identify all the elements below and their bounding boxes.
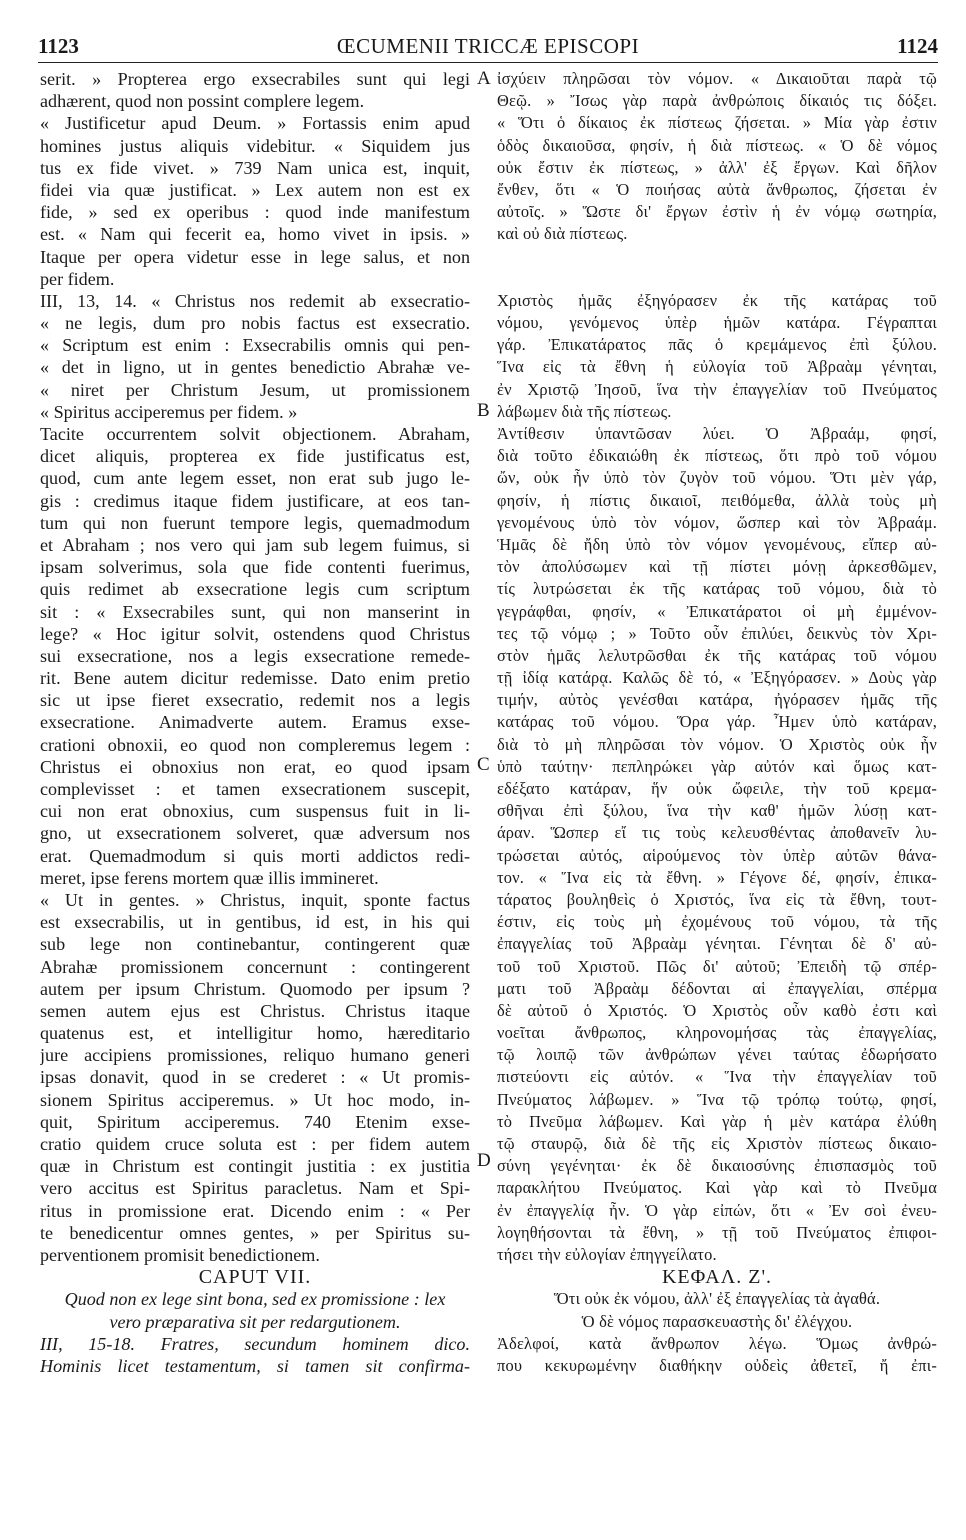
greek-text-line: ἰσχύειν πληρῶσαι τὸν νόμον. « Δικαιοῦται παρὰ τῷ bbox=[497, 69, 937, 88]
margin-letter-d: D bbox=[477, 1150, 491, 1171]
latin-text-line: ritus in promissione erat. Dicendo enim : « Per bbox=[40, 1200, 470, 1221]
margin-letter-a: A bbox=[477, 68, 491, 89]
greek-text-line: γάρ. Ἐπικατάρατος πᾶς ὁ κρεμάμενος ἐπὶ ξύλου. bbox=[497, 335, 937, 355]
greek-text-line: σθῆναι ἐπὶ ξύλου, ἵνα τὴν καθ' ἡμῶν λύσῃ κατ- bbox=[497, 801, 937, 821]
latin-text-line: Abrahæ promissionem concernunt : contingerent bbox=[40, 956, 470, 977]
latin-text-line: dicet aliquis, propterea ex fide justificatus est, bbox=[40, 446, 470, 467]
running-title: ŒCUMENII TRICCÆ EPISCOPI bbox=[336, 34, 640, 58]
greek-text-line: ματι τοῦ Ἀβραὰμ δέδονται αἱ ἐπαγγελίαι, σπέρμα bbox=[497, 978, 937, 998]
greek-text-line: ἐν ἐπαγγελίᾳ ἦν. Ὁ γὰρ εἰπών, ὅτι « Ἐν σοὶ ἐνευ- bbox=[497, 1200, 937, 1220]
greek-text-line: δὲ αὐτοῦ ὁ Χριστός. Ὁ Χριστὸς οὖν καθὸ ἐστι καὶ bbox=[497, 1000, 937, 1020]
greek-text-line: ὤν, οὐκ ἦν ὑπὸ τὸν ζυγὸν τοῦ νόμου. Ὅτι μὲν γάρ, bbox=[497, 468, 937, 488]
greek-text-line: κατάρας τοῦ νόμου. Ὅρα γάρ. Ἦμεν ὑπὸ κατάραν, bbox=[497, 712, 937, 732]
greek-text-line: εδέξατο κατάραν, ἥν οὐκ ὤφειλε, τὴν τοῦ κρεμα- bbox=[497, 779, 937, 798]
greek-text-line: τὸ Πνεῦμα λάβωμεν. Καὶ γὰρ ἡ μὲν κατάρα ἐλύθη bbox=[497, 1111, 937, 1131]
greek-text-line: στὸν ἡμᾶς λελυτρῶσθαι ἐκ τῆς κατάρας τοῦ νόμου bbox=[497, 645, 937, 665]
greek-text-line: τήσει τὴν εὐλογίαν ἐπηγγείλατο. bbox=[497, 1244, 717, 1264]
page-number-left: 1123 bbox=[38, 34, 79, 58]
greek-text-line: Χριστὸς ἡμᾶς ἐξηγόρασεν ἐκ τῆς κατάρας τοῦ bbox=[497, 290, 937, 310]
greek-text-line: λάβωμεν διὰ τῆς πίστεως. bbox=[497, 401, 672, 421]
latin-text-line: erat. Quemadmodum si quis morti addictos redi- bbox=[40, 845, 470, 866]
greek-text-line: που κεκυρωμένην διαθήκην οὐδεὶς ἀθετεῖ, ἤ ἐπι- bbox=[497, 1355, 937, 1375]
latin-text-line: « det in ligno, ut in gentes benedictio Abrahæ ve- bbox=[40, 357, 470, 378]
latin-text-line: « Justificetur apud Deum. » Fortassis enim apud bbox=[40, 113, 470, 134]
latin-text-line: sic ut ipse fieret exsecratio, redemit nos a legis bbox=[40, 690, 470, 711]
greek-text-line: τίς λυτρώσεται ἐκ τῆς κατάρας τοῦ νόμου, διὰ τὸ bbox=[497, 579, 937, 599]
greek-text-line: τες τῷ νόμῳ ; » Τοῦτο οὖν ἐπιλύει, δεικνὺς τὸν Χρι- bbox=[497, 623, 937, 643]
greek-text-line: τάρατος βουληθεὶς ὁ Χριστός, ἵνα εἰς τὰ ἔθνη, τουτ- bbox=[497, 889, 937, 909]
greek-text-line: νόμου, γενόμενος ὑπὲρ ἡμῶν κατάρα. Γέγραπται bbox=[497, 313, 937, 333]
latin-text-line: quæ in Christum est contingit justitia : ex justitia bbox=[40, 1156, 470, 1177]
blank-line bbox=[497, 268, 937, 290]
greek-text-line: Πνεύματος λάβωμεν. » Ἵνα τῷ τρόπῳ τούτῳ, φησί, bbox=[497, 1089, 937, 1109]
latin-text-line: vero accitus est Spiritus paracletus. Nam et Spi- bbox=[40, 1178, 470, 1199]
page-number-right: 1124 bbox=[897, 34, 938, 58]
page-header bbox=[38, 34, 938, 60]
latin-text-line: jure accipiens promissiones, reliquo humano generi bbox=[40, 1045, 470, 1066]
latin-chapter-heading: CAPUT VII. bbox=[198, 1266, 312, 1289]
greek-chapter-heading: ΚΕΦΑΛ. Ζ'. bbox=[661, 1266, 773, 1289]
latin-text-line: perventionem promisit benedictionem. bbox=[40, 1244, 320, 1265]
latin-text-line: sui exsecratione, nos a legis exsecratione remede- bbox=[40, 645, 470, 666]
latin-text-line: ipsas donavit, quod in se crederet : « Ut promis- bbox=[40, 1067, 470, 1088]
greek-text-line: τοῦ τοῦ Χριστοῦ. Πῶς δι' αὐτοῦ; Ἐπειδὴ τῷ σπέρ- bbox=[497, 956, 937, 976]
latin-text-line: te benedicentur omnes gentes, » per Spiritus su- bbox=[40, 1222, 470, 1243]
greek-text-line: διὰ τὸ μὴ πληρῶσαι τὸν νόμον. Ὁ Χριστὸς οὐκ ἦν bbox=[497, 734, 937, 754]
greek-text-line: Ἡμᾶς δὲ ἤδη ὑπὸ τὸν νόμον γενομένους, εἴπερ αὐ- bbox=[497, 534, 937, 554]
greek-text-line: οὐκ ἔστιν ἐκ πίστεως, » ἀλλ' ἐξ ἔργων. Καὶ δῆλον bbox=[497, 157, 937, 177]
latin-text-line: cratio quidem cruce soluta est : per fidem autem bbox=[40, 1134, 470, 1154]
greek-column bbox=[497, 68, 937, 1377]
latin-text-line: sionem Spiritus acciperemus. » Ut hoc modo, in- bbox=[40, 1089, 470, 1110]
greek-text-line: τιμήν, αὐτὸς γενέσθαι κατάρα, ἠγόρασεν ἡμᾶς τῆς bbox=[497, 690, 937, 710]
latin-text-line: semen autem ejus est Christus. Christus itaque bbox=[40, 1000, 470, 1021]
latin-text-line: complevisset : et tamen exsecrationem suscepit, bbox=[40, 779, 470, 799]
greek-text-line: πιστεύοντι εἰς αὐτόν. « Ἵνα τὴν ἐπαγγελίαν τοῦ bbox=[497, 1067, 937, 1087]
latin-text-line: fidei via quæ justificat. » Lex autem non est ex bbox=[40, 179, 470, 200]
latin-text-line: Itaque per opera videtur esse in lege salus, et non bbox=[40, 246, 470, 267]
greek-text-line: καὶ οὐ διὰ πίστεως. bbox=[497, 224, 628, 244]
latin-text-line: Tacite occurrentem solvit objectionem. Abraham, bbox=[40, 424, 470, 444]
greek-text-line: παρακλήτου Πνεύματος. Καὶ γὰρ καὶ τὸ Πνεῦμα bbox=[497, 1178, 937, 1198]
latin-text-line: Christus ei obnoxius non erat, eo quod ipsam bbox=[40, 756, 470, 777]
latin-text-line: tum qui non fuerunt tempore legis, quemadmodum bbox=[40, 512, 470, 533]
greek-chapter-summary: Ὅτι οὐκ ἐκ νόμου, ἀλλ' ἐξ ἐπαγγελίας τὰ ἀγαθά. bbox=[553, 1289, 881, 1309]
greek-text-line: ἐν Χριστῷ Ἰησοῦ, ἵνα τὴν ἐπαγγελίαν τοῦ Πνεύματος bbox=[497, 379, 937, 399]
blank-line bbox=[497, 246, 937, 268]
greek-text-line: άραν. Ὥσπερ εἴ τις τοὺς κελευσθέντας ἀποθανεῖν λυ- bbox=[497, 823, 937, 843]
latin-text-line: cui non erat obnoxius, cum suspensus fuit in li- bbox=[40, 801, 470, 822]
latin-chapter-summary: vero præparativa sit per redargutionem. bbox=[109, 1311, 401, 1332]
latin-text-line: et Abraham ; nos vero qui jam sub legem fuimus, si bbox=[40, 534, 470, 555]
latin-text-line: « Spiritus acciperemus per fidem. » bbox=[40, 401, 298, 422]
greek-text-line: « Ὅτι ὁ δίκαιος ἐκ πίστεως ζήσεται. » Μία γὰρ ἐστιν bbox=[497, 113, 937, 133]
greek-text-line: ἐπαγγελίας τοῦ Ἀβραὰμ γένηται. Γένηται δὲ δ' αὐ- bbox=[497, 934, 937, 954]
latin-text-line: lege? « Hoc igitur solvit, ostendens quod Christus bbox=[40, 623, 470, 644]
header-rule bbox=[38, 62, 938, 63]
latin-text-line: « Ut in gentes. » Christus, inquit, sponte factus bbox=[40, 889, 470, 910]
latin-text-line: sub lege non continebantur, contingerent quæ bbox=[40, 934, 470, 955]
greek-text-line: γεγράφθαι, φησίν, « Ἐπικατάρατοι οἱ μὴ ἐμμένον- bbox=[497, 601, 937, 621]
margin-letter-c: C bbox=[477, 754, 490, 775]
greek-text-line: φησίν, ἡ πίστις δικαιοῖ, πειθόμεθα, ἀλλὰ τοὺς μὴ bbox=[497, 490, 937, 510]
greek-text-line: τῷ λοιπῷ τῶν ἀνθρώπων γένει ταύτας ἐδωρήσατο bbox=[497, 1045, 937, 1065]
greek-text-line: Ἀδελφοί, κατὰ ἄνθρωπον λέγω. Ὅμως ἀνθρώ- bbox=[497, 1333, 937, 1353]
latin-column bbox=[40, 68, 470, 1377]
greek-text-line: τρώσεται αὐτός, αἱρούμενος τὸν ὑπὲρ αὐτῶν θάνα- bbox=[497, 845, 937, 865]
greek-text-line: τὸν ἀπολύσωμεν καὶ τῇ πίστει μόνῃ ἀρκεσθῶμεν, bbox=[497, 557, 937, 577]
latin-text-line: quit, Spiritum acciperemus. 740 Etenim exse- bbox=[40, 1111, 470, 1132]
greek-text-line: λογηθήσονται τὰ ἔθνη, » τῇ τοῦ Πνεύματος ἐπιφοι- bbox=[497, 1222, 937, 1242]
latin-text-line: adhærent, quod non possint complere legem. bbox=[40, 91, 365, 112]
greek-text-line: τῇ ἰδίᾳ κατάρᾳ. Καλῶς δὲ τό, « Ἐξηγόρασεν. » Δοὺς γὰρ bbox=[497, 668, 937, 688]
margin-letter-b: B bbox=[477, 400, 490, 421]
latin-text-line: gno, ut exsecrationem solveret, quæ adversum nos bbox=[40, 823, 470, 844]
greek-text-line: ὁδὸς δικαιοῦσα, φησίν, ἡ διὰ πίστεως. « Ὁ δὲ νόμος bbox=[497, 135, 937, 155]
latin-text-line: quis redimet ab exsecratione legis cum scriptum bbox=[40, 579, 470, 600]
latin-text-line: per fidem. bbox=[40, 268, 115, 289]
latin-text-line: « ne legis, dum pro nobis factus est exsecratio. bbox=[40, 313, 470, 334]
greek-text-line: γενομένους ὑπὸ τὸν νόμον, ὥσπερ καὶ τὸν Ἀβραάμ. bbox=[497, 512, 937, 532]
latin-text-line: exsecratione. Animadverte autem. Eramus exse- bbox=[40, 712, 470, 733]
latin-text-line: crationi obnoxii, eo quod non compleremus legem : bbox=[40, 734, 470, 755]
latin-text-line: serit. » Propterea ergo exsecrabiles sunt qui legi bbox=[40, 69, 470, 89]
latin-text-line: quatenus est, et intelligitur homo, hæreditario bbox=[40, 1023, 470, 1044]
latin-text-line: homines justus aliquis videbitur. « Siquidem jus bbox=[40, 135, 470, 156]
latin-text-line: quod, cum ante legem esset, non erat sub jugo le- bbox=[40, 468, 470, 489]
greek-text-line: ἔνθεν, ὅτι « Ὁ ποιήσας αὐτὰ ἄνθρωπος, ζήσεται ἐν bbox=[497, 179, 937, 199]
latin-text-line: rit. Bene autem dicitur redemisse. Dato enim pretio bbox=[40, 668, 470, 689]
latin-text-line: meret, ipse ferens mortem quæ illis immineret. bbox=[40, 867, 379, 888]
latin-text-line: III, 15-18. Fratres, secundum hominem dico. bbox=[40, 1333, 470, 1354]
greek-text-line: σύνη γεγένηται· ἐκ δὲ δικαιοσύνης ἐπισπασμὸς τοῦ bbox=[497, 1156, 937, 1176]
greek-text-line: Θεῷ. » Ἴσως γὰρ παρὰ ἀνθρώποις δίκαιός τις δόξει. bbox=[497, 91, 937, 111]
latin-text-line: ipsam solverimus, sola que fide contenti fuerimus, bbox=[40, 557, 470, 578]
latin-text-line: « niret per Christum Jesum, ut promissionem bbox=[40, 379, 470, 400]
greek-text-line: έστιν, εἰς τοὺς μὴ ἐχομένους τοῦ νόμου, τὰ τῆς bbox=[497, 912, 937, 932]
greek-text-line: διὰ τοῦτο ἐδικαιώθη ἐκ πίστεως, ὅτι πρὸ τοῦ νόμου bbox=[497, 446, 937, 466]
latin-text-line: est exsecrabilis, ut in gentibus, id est, in his qui bbox=[40, 912, 470, 933]
greek-text-line: αὐτοῖς. » Ὥστε δι' ἔργων ἐστὶν ἡ ἐν νόμῳ σωτηρία, bbox=[497, 202, 937, 222]
latin-text-line: Hominis licet testamentum, si tamen sit confirma- bbox=[40, 1355, 470, 1376]
latin-text-line: autem per ipsum Christum. Quomodo per ipsum ? bbox=[40, 978, 470, 999]
greek-text-line: ὑπὸ ταύτην· πεπληρώκει γὰρ αὐτόν καὶ ὅμως κατ- bbox=[497, 756, 937, 776]
latin-text-line: sit : « Exsecrabiles sunt, qui non manserint in bbox=[40, 601, 470, 622]
latin-text-line: III, 13, 14. « Christus nos redemit ab exsecratio- bbox=[40, 290, 470, 311]
greek-text-line: νοεῖται ἄνθρωπος, κληρονομήσας τὰς ἐπαγγελίας, bbox=[497, 1023, 937, 1043]
greek-text-line: Ἀντίθεσιν ὑπαντῶσαν λύει. Ὁ Ἀβραάμ, φησί, bbox=[497, 424, 937, 443]
greek-text-line: τῷ σταυρῷ, διὰ δὲ τῆς εἰς Χριστὸν πίστεως δικαιο- bbox=[497, 1134, 937, 1153]
greek-chapter-summary: Ὁ δὲ νόμος παρασκευαστὴς δι' ἐλέγχου. bbox=[581, 1311, 853, 1331]
latin-text-line: gis : credimus itaque fidem justificare, at eos tan- bbox=[40, 490, 470, 511]
latin-text-line: tus ex fide vivet. » 739 Nam unica est, inquit, bbox=[40, 157, 470, 178]
greek-text-line: Ἵνα εἰς τὰ ἔθνη ἡ εὐλογία τοῦ Ἀβραὰμ γένηται, bbox=[497, 357, 937, 377]
greek-text-line: τον. « Ἵνα εἰς τὰ ἔθνη. » Γέγονε δέ, φησίν, ἐπικα- bbox=[497, 867, 937, 887]
latin-text-line: « Scriptum est enim : Exsecrabilis omnis qui pen- bbox=[40, 335, 470, 356]
latin-text-line: fide, » sed ex operibus : quod inde manifestum bbox=[40, 202, 470, 223]
latin-chapter-summary: Quod non ex lege sint bona, sed ex promissione : lex bbox=[64, 1289, 446, 1310]
latin-text-line: est. « Nam qui fecerit ea, homo vivet in ipsis. » bbox=[40, 224, 470, 245]
